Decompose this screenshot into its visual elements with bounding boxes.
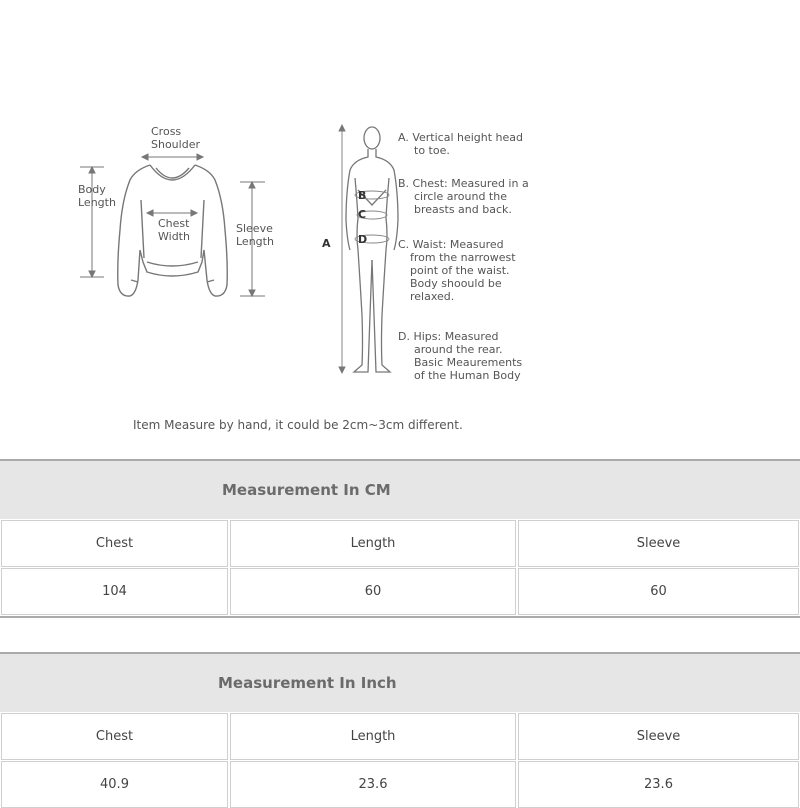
inch-table-header	[0, 654, 800, 712]
cm-value-chest: 104	[1, 568, 228, 615]
inch-header-chest: Chest	[1, 713, 228, 760]
inch-header-sleeve: Sleeve	[518, 713, 799, 760]
cm-value-length: 60	[230, 568, 516, 615]
cm-value-sleeve: 60	[518, 568, 799, 615]
desc-a: A. Vertical height head to toe.	[398, 131, 524, 157]
sweater-drawing	[0, 0, 300, 310]
cm-header-length: Length	[230, 520, 516, 567]
inch-value-length: 23.6	[230, 761, 516, 808]
desc-c: C. Waist: Measured from the narrowest point of the waist. Body shoould be relaxed.	[398, 238, 516, 303]
letter-d: D	[358, 233, 368, 246]
inch-value-sleeve: 23.6	[518, 761, 799, 808]
letter-b: B	[358, 189, 367, 202]
measure-note: Item Measure by hand, it could be 2cm~3cm different.	[133, 418, 463, 432]
letter-c: C	[358, 208, 367, 221]
inch-value-row	[0, 760, 800, 808]
sleeve-length-label: Sleeve Length	[236, 222, 274, 248]
inch-header-row	[0, 712, 800, 760]
cm-table-header	[0, 461, 800, 519]
inch-value-chest: 40.9	[1, 761, 228, 808]
cm-header-sleeve: Sleeve	[518, 520, 799, 567]
letter-a: A	[322, 237, 331, 250]
human-figure-drawing	[320, 120, 410, 385]
inch-header-length: Length	[230, 713, 516, 760]
cm-value-row	[0, 567, 800, 615]
chest-width-label: Chest Width	[158, 217, 190, 243]
body-diagram	[310, 120, 550, 400]
body-length-label: Body Length	[78, 183, 116, 209]
cm-table-title: Measurement In CM	[222, 481, 391, 499]
garment-diagram	[0, 0, 300, 310]
cm-table	[0, 459, 800, 618]
cross-shoulder-label: Cross Shoulder	[151, 125, 200, 151]
inch-table-title: Measurement In Inch	[218, 674, 397, 692]
cm-header-row	[0, 519, 800, 567]
cm-header-chest: Chest	[1, 520, 228, 567]
desc-b: B. Chest: Measured in a circle around the breasts and back.	[398, 177, 529, 216]
inch-table	[0, 652, 800, 808]
desc-d: D. Hips: Measured around the rear. Basic Meaurements of the Human Body	[398, 330, 523, 382]
